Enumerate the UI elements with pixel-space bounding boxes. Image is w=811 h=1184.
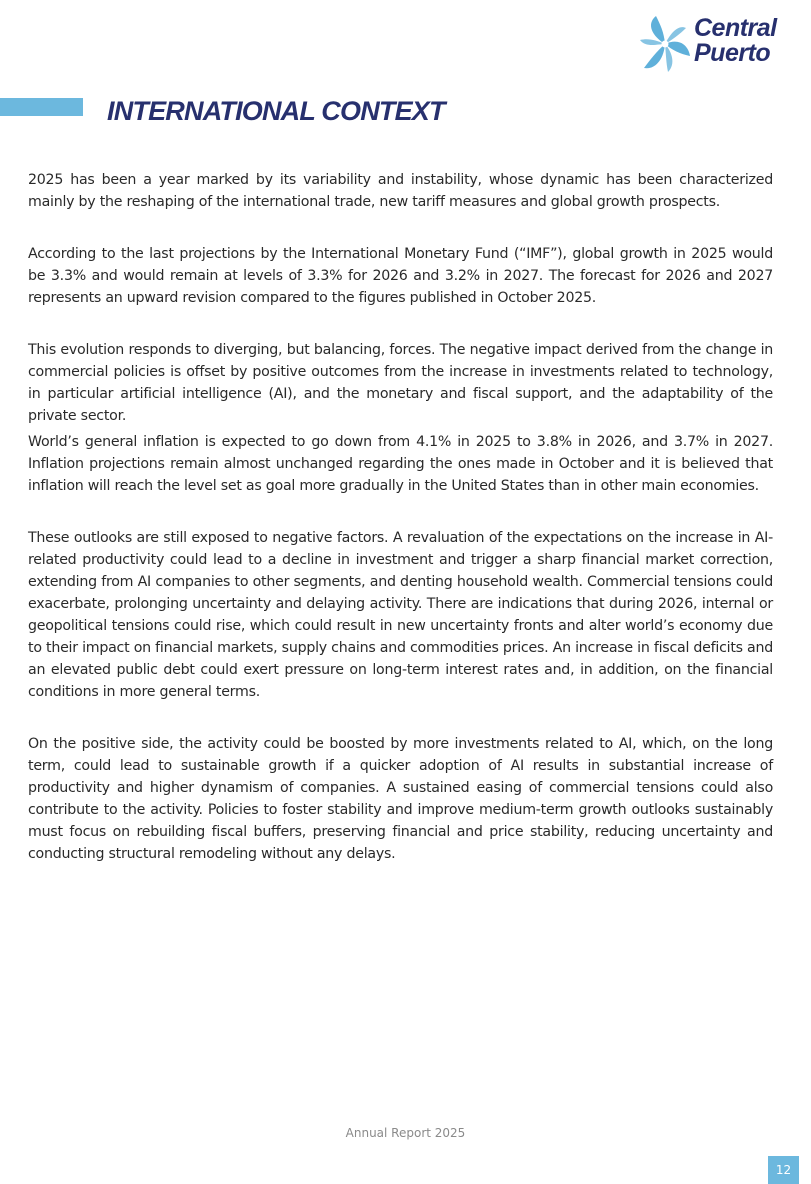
paragraph-4: World’s general inflation is expected to go down from 4.1% in 2025 to 3.8% in 2026, and 3.7% in 2027. Inflation projections remain almost unchanged regarding the ones made in October and it is believed that inflation will reach the level set as goal more gradually in the United States than in other main economies. <box>28 434 773 494</box>
company-logo <box>638 14 800 74</box>
footer-report-title: Annual Report 2025 <box>345 1126 466 1140</box>
logo-wordmark-line1: Central <box>694 14 777 42</box>
turbine-logo-icon <box>638 14 692 74</box>
paragraph-3: This evolution responds to diverging, but balancing, forces. The negative impact derived from the change in commercial policies is offset by positive outcomes from the increase in investments related to technology, in particular artificial intelligence (AI), and the monetary and fiscal support, and the adaptability of the private sector. <box>28 342 773 424</box>
body-content <box>28 169 773 865</box>
section-title: INTERNATIONAL CONTEXT <box>107 96 445 126</box>
logo-wordmark-line2: Puerto <box>694 39 771 67</box>
section-accent-bar <box>0 98 83 116</box>
paragraph-6: On the positive side, the activity could be boosted by more investments related to AI, which, on the long term, could lead to sustainable growth if a quicker adoption of AI results in substantial increase of productivity and higher dynamism of companies. A sustained easing of commercial tensions could also contribute to the activity. Policies to foster stability and improve medium-term growth outlooks sustainably must focus on rebuilding fiscal buffers, preserving financial and price stability, reducing uncertainty and conducting structural remodeling without any delays. <box>28 736 773 862</box>
page-number: 12 <box>768 1156 799 1184</box>
paragraph-5: These outlooks are still exposed to negative factors. A revaluation of the expectations on the increase in AI-related productivity could lead to a decline in investment and trigger a sharp financial market correction, extending from AI companies to other segments, and denting household wealth. Commercial tensions could exacerbate, prolonging uncertainty and delaying activity. There are indications that during 2026, internal or geopolitical tensions could rise, which could result in new uncertainty fronts and alter world’s economy due to their impact on financial markets, supply chains and commodities prices. An increase in fiscal deficits and an elevated public debt could exert pressure on long-term interest rates and, in addition, on the financial conditions in more general terms. <box>28 530 773 700</box>
paragraph-2: According to the last projections by the International Monetary Fund (“IMF”), global growth in 2025 would be 3.3% and would remain at levels of 3.3% for 2026 and 3.2% in 2027. The forecast for 2026 and 2027 represents an upward revision compared to the figures published in October 2025. <box>28 246 773 306</box>
paragraph-1: 2025 has been a year marked by its variability and instability, whose dynamic has been characterized mainly by the reshaping of the international trade, new tariff measures and global growth prospects. <box>28 172 773 210</box>
